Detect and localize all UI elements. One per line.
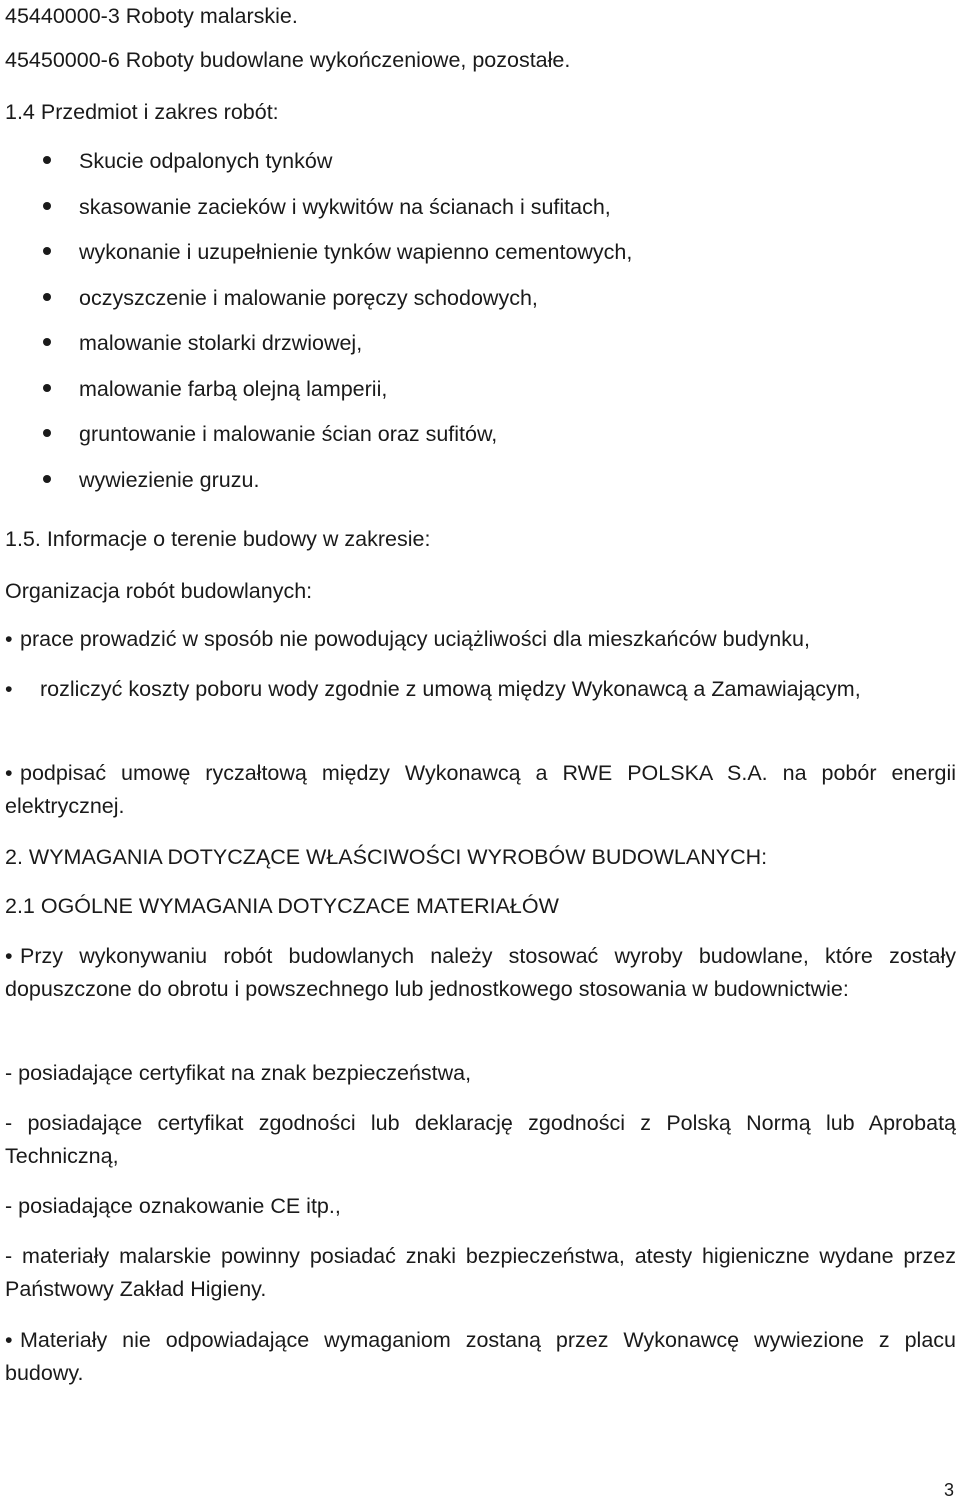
list-item-text: oczyszczenie i malowanie poręczy schodowych, [79, 285, 538, 310]
organization-subheading: Organizacja robót budowlanych: [5, 579, 313, 603]
bullet-icon: • [5, 1328, 13, 1352]
organization-item-text: rozliczyć koszty poboru wody zgodnie z umową między Wykonawcą a Zamawiającym, [40, 677, 861, 701]
list-item-text: gruntowanie i malowanie ścian oraz sufitów, [79, 422, 498, 446]
bullet-icon [43, 475, 51, 483]
list-item-text: wywiezienie gruzu. [79, 467, 260, 492]
list-item [0, 143, 632, 189]
scope-list [0, 143, 632, 507]
bullet-icon [43, 293, 51, 301]
list-item-text: skasowanie zacieków i wykwitów na ścianach i sufitach, [79, 194, 611, 219]
organization-item-1 [5, 623, 956, 656]
bullet-icon: • [5, 761, 13, 785]
bullet-icon [43, 202, 51, 210]
cpv-line-1: 45440000-3 Roboty malarskie. [5, 4, 298, 28]
requirement-item: - posiadające certyfikat na znak bezpieczeństwa, [5, 1061, 472, 1085]
materials-closing-text: Materiały nie odpowiadające wymaganiom zostaną przez Wykonawcę wywiezione z placu budowy. [5, 1328, 956, 1385]
section-1-4-heading: 1.4 Przedmiot i zakres robót: [5, 100, 279, 124]
list-item [0, 280, 632, 326]
list-item [0, 371, 632, 417]
cpv-line-2: 45450000-6 Roboty budowlane wykończeniowe, pozostałe. [5, 48, 571, 72]
bullet-icon [43, 247, 51, 255]
requirement-item: - materiały malarskie powinny posiadać znaki bezpieczeństwa, atesty higieniczne wydane przez Państwowy Zakład Higieny. [5, 1244, 956, 1301]
list-item-text: Skucie odpalonych tynków [79, 149, 333, 173]
bullet-icon: • [5, 944, 13, 968]
bullet-icon [43, 384, 51, 392]
bullet-icon: • [5, 627, 13, 651]
list-item [0, 325, 632, 371]
materials-closing [5, 1324, 956, 1390]
requirement-item: - posiadające oznakowanie CE itp., [5, 1194, 341, 1218]
list-item [0, 234, 632, 280]
materials-intro [5, 940, 956, 1006]
page-number: 3 [943, 1480, 954, 1500]
organization-item-text: prace prowadzić w sposób nie powodujący uciążliwości dla mieszkańców budynku, [20, 627, 810, 651]
list-item [0, 416, 632, 462]
organization-item-2 [5, 673, 956, 706]
section-1-5-heading: 1.5. Informacje o terenie budowy w zakresie: [5, 527, 431, 551]
bullet-icon [43, 156, 51, 164]
list-item-text: malowanie farbą olejną lamperii, [79, 376, 388, 401]
requirement-item: - posiadające certyfikat zgodności lub deklarację zgodności z Polską Normą lub Aprobatą Techniczną, [5, 1111, 956, 1168]
list-item-text: malowanie stolarki drzwiowej, [79, 331, 363, 355]
list-item [0, 189, 632, 235]
bullet-icon [43, 429, 51, 437]
list-item-text: wykonanie i uzupełnienie tynków wapienno cementowych, [79, 240, 633, 264]
materials-intro-text: Przy wykonywaniu robót budowlanych należy stosować wyroby budowlane, które zostały dopuszczone do obrotu i powszechnego lub jednostkowego stosowania w budownictwie: [5, 944, 956, 1001]
section-2-heading: 2. WYMAGANIA DOTYCZĄCE WŁAŚCIWOŚCI WYROBÓW BUDOWLANYCH: [5, 845, 768, 869]
bullet-icon: • [5, 677, 13, 701]
list-item [0, 462, 632, 508]
bullet-icon [43, 338, 51, 346]
organization-item-text: podpisać umowę ryczałtową między Wykonawcą a RWE POLSKA S.A. na pobór energii elektrycznej. [5, 761, 956, 818]
organization-item-3 [5, 757, 956, 823]
section-2-1-heading: 2.1 OGÓLNE WYMAGANIA DOTYCZACE MATERIAŁÓW [5, 894, 559, 918]
